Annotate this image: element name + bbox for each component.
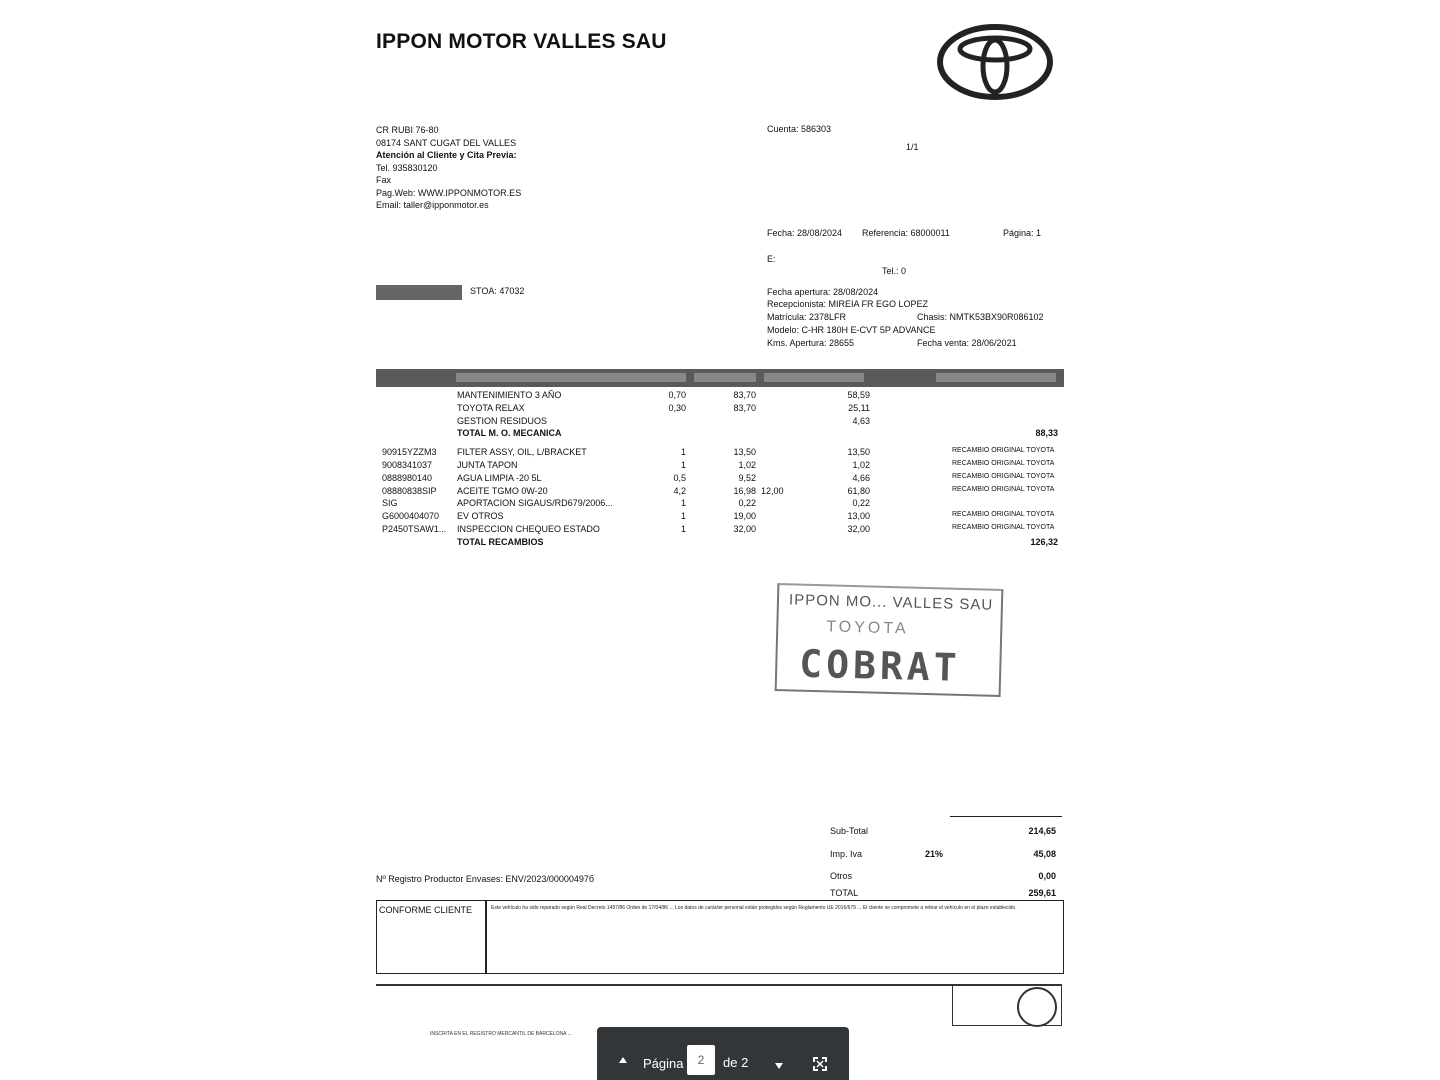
footer-text: INSCRITA EN EL REGISTRO MERCANTIL DE BARCELONA ... (430, 1031, 572, 1037)
total-row: TOTAL 259,61 (830, 888, 1056, 898)
stamp-line: IPPON MO... VALLES SAU (788, 591, 994, 614)
address-line: Atención al Cliente y Cita Previa: (376, 150, 517, 160)
customer-mark: 1/1 (906, 142, 919, 152)
previous-page-icon[interactable] (619, 1057, 627, 1063)
receptionist: Recepcionista: MIREIA FR EGO LOPEZ (767, 299, 929, 309)
customer-account: Cuenta: 586303 (767, 124, 832, 134)
page-number-input[interactable]: 2 (687, 1045, 715, 1075)
company-name: IPPON MOTOR VALLES SAU (376, 30, 667, 53)
address-line: 08174 SANT CUGAT DEL VALLES (376, 137, 517, 148)
totals-block (830, 826, 1062, 907)
table-row: GESTION RESIDUOS 4,63 (457, 415, 870, 426)
table-row: 0888980140 AGUA LIMPIA -20 5L 0,5 9,52 4,66 RECAMBIO ORIGINAL TOYOTA (382, 472, 1055, 483)
dealer-address (376, 124, 521, 212)
address-line: Fax (376, 175, 392, 185)
page-label: Página (643, 1056, 684, 1071)
line-items (376, 390, 1066, 550)
table-row: MANTENIMIENTO 3 AÑO 0,70 83,70 58,59 (457, 390, 870, 400)
page-count: de 2 (723, 1055, 749, 1070)
stoa-code: STOA: 47032 (470, 286, 525, 296)
paid-stamp (775, 583, 1004, 697)
legal-text: Este vehículo ha sido reparado según Real Decreto 1457/86 Orden de 17/04/86 ... Los datos de carácter personal están protegidos según Reglamento UE 2016/679 ... El cliente se compromete a retirar el vehículo en el plazo establecido. (491, 905, 1017, 911)
subtotal-row: Sub-Total 214,65 (830, 826, 1056, 836)
registro-envases: Nº Registro Productor Envases: ENV/2023/00000497б (376, 874, 595, 884)
redacted-tag (376, 285, 462, 300)
customer-phone: Tel.: 0 (882, 266, 907, 276)
totals-rule (950, 816, 1062, 817)
table-header (376, 369, 1064, 387)
table-row: G6000404070 EV OTROS 1 19,00 13,00 RECAMBIO ORIGINAL TOYOTA (382, 511, 1055, 522)
stamp-cobrat: COBRAT (798, 641, 962, 690)
otros-row: Otros 0,00 (830, 871, 1056, 881)
table-row: TOYOTA RELAX 0,30 83,70 25,11 (457, 402, 870, 413)
next-page-icon[interactable] (775, 1063, 783, 1069)
pdf-viewer-toolbar (597, 1027, 849, 1080)
table-row: SIG APORTACION SIGAUS/RD679/2006... 1 0,22 0,22 (382, 498, 870, 509)
model: Modelo: C-HR 180H E-CVT 5P ADVANCE (767, 325, 936, 335)
sale-date: Fecha venta: 28/06/2021 (917, 338, 1017, 348)
table-row: 90915YZZM3 FILTER ASSY, OIL, L/BRACKET 1 13,50 13,50 RECAMBIO ORIGINAL TOYOTA (382, 447, 1055, 458)
invoice-date: Fecha: 28/08/2024 (767, 228, 843, 238)
parts-total-row: TOTAL RECAMBIOS 126,32 (457, 536, 1058, 547)
opening-date: Fecha apertura: 28/08/2024 (767, 287, 879, 297)
toyota-logo-icon (936, 22, 1054, 102)
stamp-line: TOYOTA (826, 618, 909, 638)
address-line: Tel. 935830120 (376, 162, 438, 173)
labour-total-row: TOTAL M. O. MECANICA 88,33 (457, 428, 1058, 439)
address-line: Email: taller@ipponmotor.es (376, 200, 489, 210)
chassis: Chasis: NMTK53BX90R086102 (917, 312, 1044, 322)
table-row: 9008341037 JUNTA TAPON 1 1,02 1,02 RECAMBIO ORIGINAL TOYOTA (382, 459, 1055, 470)
plate: Matrícula: 2378LFR (767, 312, 847, 322)
address-line: Pag.Web: WWW.IPPONMOTOR.ES (376, 187, 522, 198)
certification-badge (952, 984, 1062, 1026)
invoice-page-number: Página: 1 (1003, 228, 1042, 238)
fit-to-page-icon[interactable] (813, 1057, 827, 1071)
conforme-label: CONFORME CLIENTE (379, 905, 473, 915)
invoice-reference: Referencia: 68000011 (862, 228, 950, 238)
iva-row: Imp. Iva 21% 45,08 (830, 849, 1056, 859)
table-row: P2450TSAW1... INSPECCION CHEQUEO ESTADO 1 32,00 32,00 RECAMBIO ORIGINAL TOYOTA (382, 523, 1055, 534)
address-line: CR RUBI 76-80 (376, 125, 439, 135)
table-row: 08880838SIP ACEITE TGMO 0W-20 4,2 16,98 12,00 61,80 RECAMBIO ORIGINAL TOYOTA (382, 485, 1055, 496)
conforme-box (376, 900, 1064, 974)
opening-kms: Kms. Apertura: 28655 (767, 338, 855, 348)
customer-email: E: (767, 254, 776, 264)
certification-seal-icon (1017, 987, 1057, 1027)
